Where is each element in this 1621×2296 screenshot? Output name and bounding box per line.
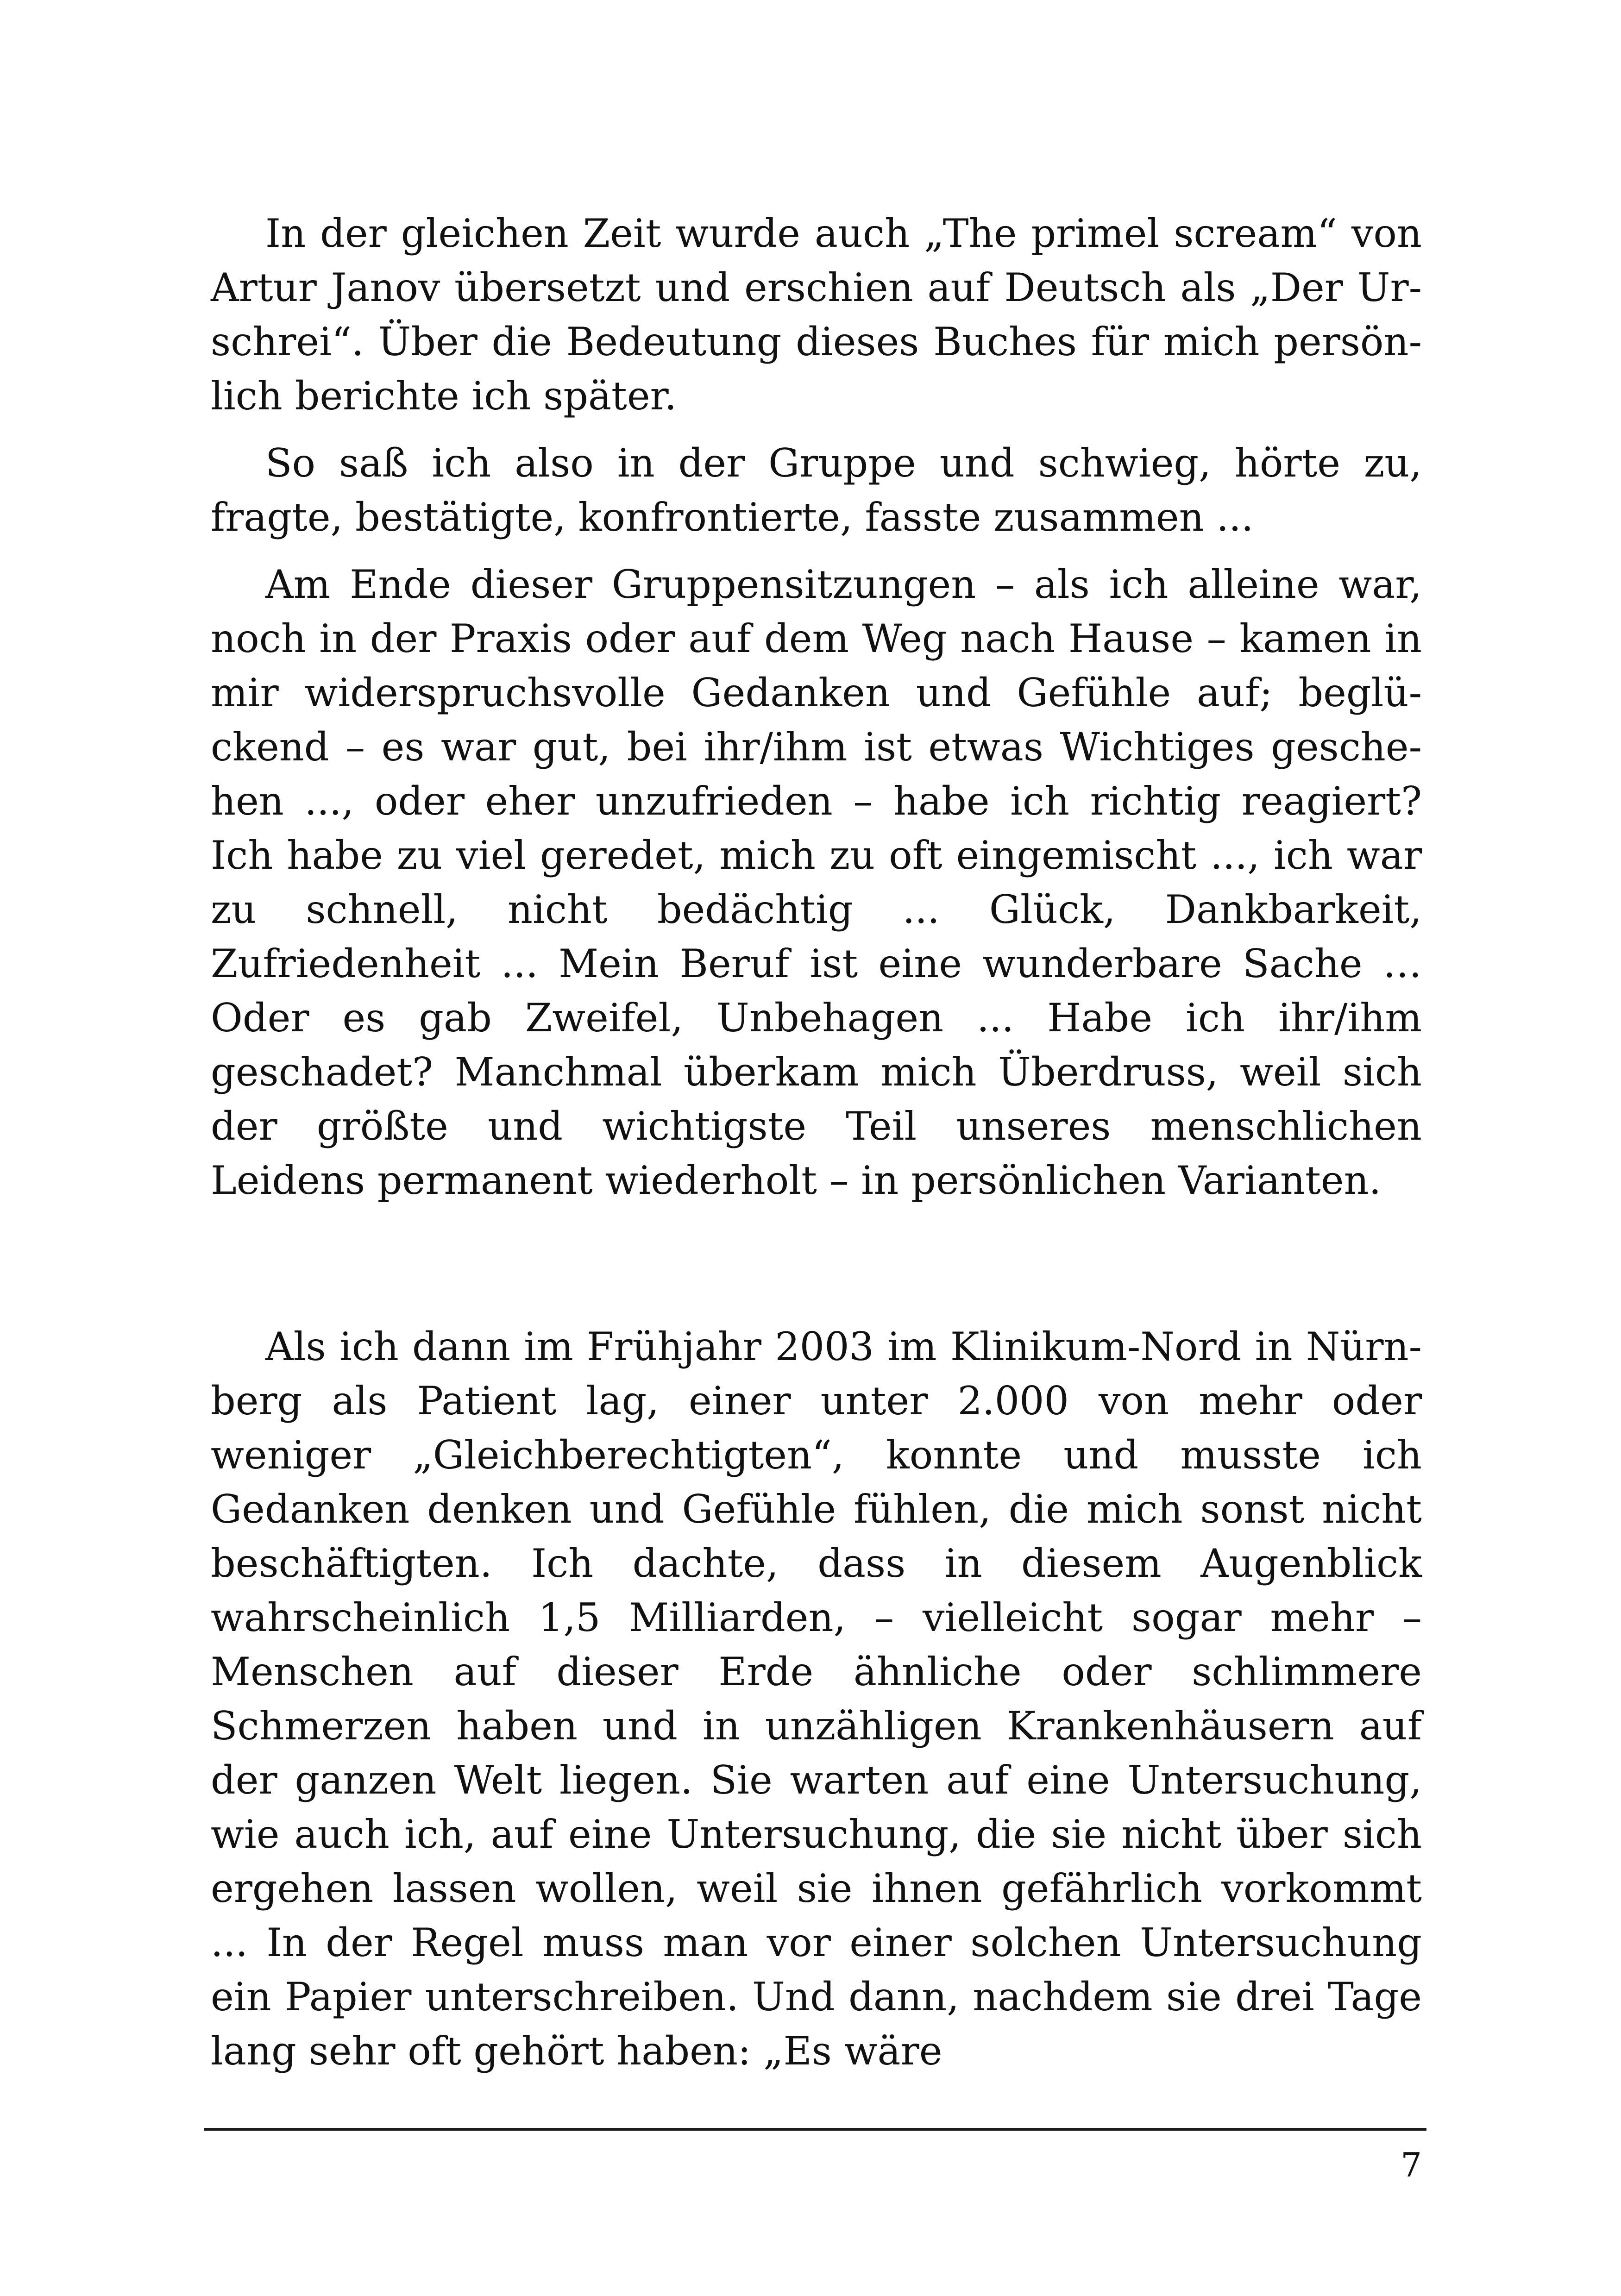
page-number: 7	[1401, 2145, 1422, 2184]
footer-rule	[204, 2128, 1426, 2131]
paragraph-hospital-nuernberg: Als ich dann im Frühjahr 2003 im Klinikum-Nord in Nürnberg als Patient lag, einer unter 2.000 von mehr oder weniger „Gleichberechtigten“, konnte und musste ich Gedanken denken und Gefühle fühlen, die mich sonst nicht beschäftigten. Ich dachte, dass in diesem Augenblick wahrscheinlich 1,5 Milliarden, – vielleicht sogar mehr – Menschen auf dieser Erde ähnliche oder schlimmere Schmerzen haben und in unzähligen Krankenhäusern auf der ganzen Welt liegen. Sie warten auf eine Untersuchung, wie auch ich, auf eine Untersuchung, die sie nicht über sich ergehen lassen wollen, weil sie ihnen gefährlich vorkommt ... In der Regel muss man vor einer solchen Untersuchung ein Papier unterschreiben. Und dann, nachdem sie drei Tage lang sehr oft gehört haben: „Es wäre	[211, 1324, 1422, 2074]
paragraph-group-session-end: Am Ende dieser Gruppensitzungen – als ich alleine war, noch in der Praxis oder auf dem Weg nach Hause – kamen in mir widerspruchsvolle Gedanken und Gefühle auf; beglückend – es war gut, bei ihr/ihm ist etwas Wichtiges geschehen ..., oder eher unzufrieden – habe ich richtig reagiert? Ich habe zu viel geredet, mich zu oft eingemischt ..., ich war zu schnell, nicht bedächtig ... Glück, Dankbarkeit, Zufriedenheit ... Mein Beruf ist eine wunderbare Sache … Oder es gab Zweifel, Unbehagen ... Habe ich ihr/ihm geschadet? Manchmal überkam mich Überdruss, weil sich der größte und wichtigste Teil unseres menschlichen Leidens permanent wiederholt – in persönlichen Varianten.	[211, 562, 1422, 1203]
text-section-lower	[211, 1320, 1422, 2091]
text-section-upper	[211, 207, 1422, 1221]
paragraph-primal-scream: In der gleichen Zeit wurde auch „The primel scream“ von Artur Janov übersetzt und erschien auf Deutsch als „Der Urschrei“. Über die Bedeutung dieses Buches für mich persönlich berichte ich später.	[211, 211, 1422, 419]
paragraph-group-silence: So saß ich also in der Gruppe und schwieg, hörte zu, fragte, bestätigte, konfrontierte, fasste zusammen ...	[211, 440, 1422, 540]
